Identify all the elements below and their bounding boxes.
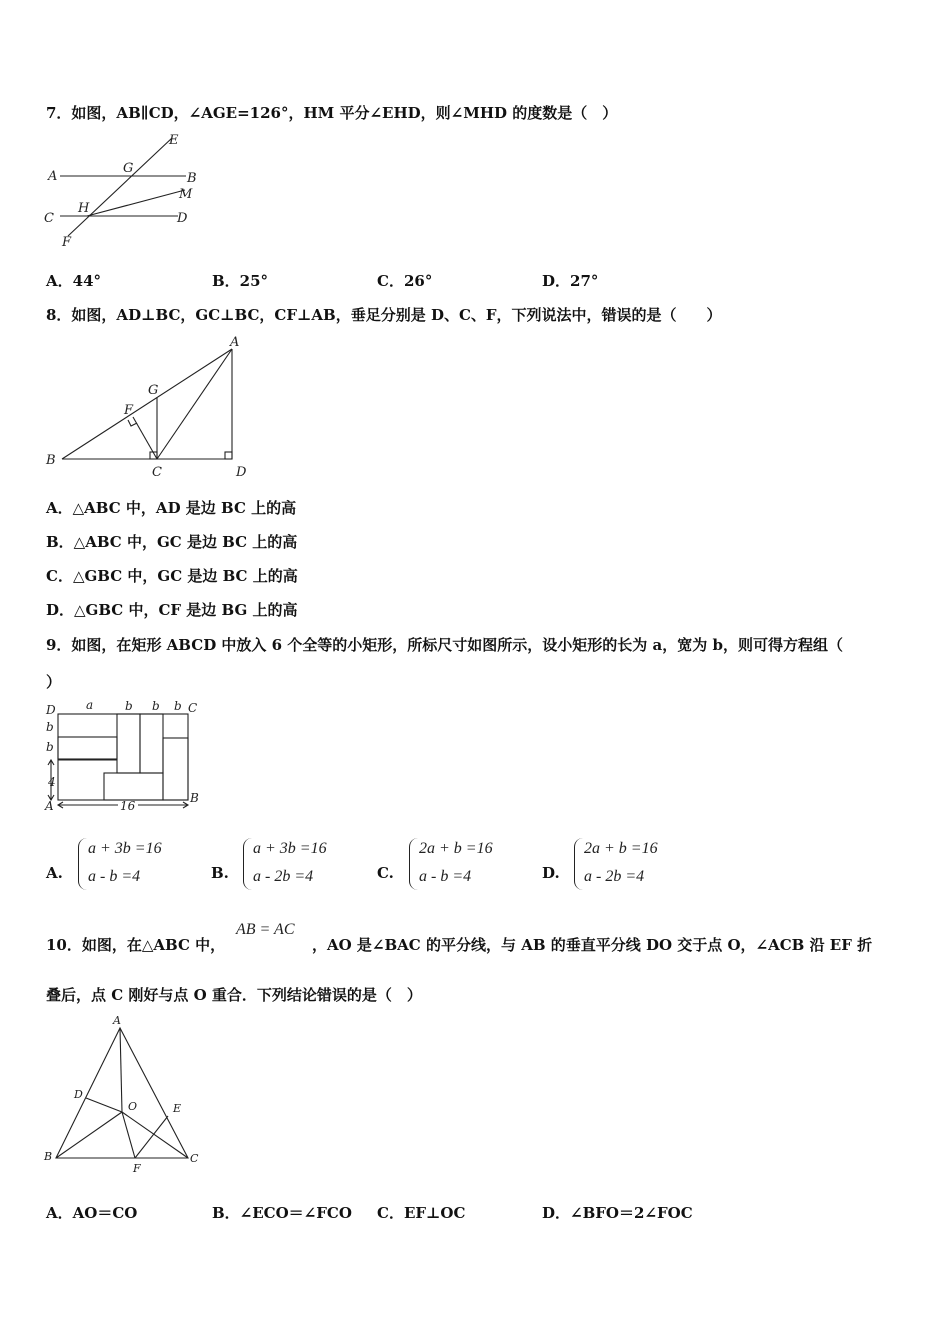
q8-option-a[interactable]: A．△ABC 中，AD 是边 BC 上的高: [46, 499, 297, 517]
line-hm: [87, 190, 185, 216]
q7-figure: [40, 128, 210, 250]
q9-option-c-eq2: a - b =4: [419, 868, 472, 885]
q10-stem-line2: 叠后，点 C 刚好与点 O 重合．下列结论错误的是（ ）: [46, 986, 422, 1004]
q8-option-b[interactable]: B．△ABC 中，GC 是边 BC 上的高: [46, 533, 298, 551]
q8-option-c[interactable]: C．△GBC 中，GC 是边 BC 上的高: [46, 567, 298, 585]
q10-label-a: A: [113, 1014, 121, 1027]
q10-option-b[interactable]: B．∠ECO＝∠FCO: [212, 1204, 352, 1222]
q7-option-c[interactable]: C．26°: [377, 272, 433, 290]
q7-label-c: C: [44, 211, 54, 226]
q9-option-d[interactable]: [542, 838, 692, 894]
q8-label-b: B: [46, 453, 56, 468]
q7-label-h: H: [78, 201, 90, 216]
q10-label-f: F: [133, 1162, 141, 1175]
segment-ef: [135, 1116, 168, 1158]
q8-label-c: C: [152, 465, 162, 480]
q9-option-c[interactable]: [377, 838, 527, 894]
q9-dim-4: 4: [48, 775, 56, 789]
q7-label-m: M: [179, 187, 193, 202]
q10-option-c[interactable]: C．EF⊥OC: [377, 1204, 466, 1222]
q9-dim-16: 16: [120, 799, 136, 813]
q8-label-g: G: [148, 383, 159, 398]
q10-option-a[interactable]: A．AO＝CO: [46, 1204, 138, 1222]
q9-option-b[interactable]: [211, 838, 361, 894]
q9-dim-b1: b: [125, 699, 133, 713]
q9-label-a: A: [45, 799, 54, 813]
q9-dim-b2: b: [152, 699, 160, 713]
q9-label-b: B: [190, 791, 199, 805]
segment-do: [86, 1098, 122, 1112]
small-rect-4: [163, 738, 188, 800]
q7-label-e: E: [169, 133, 179, 148]
q9-dim-a: a: [86, 698, 94, 712]
q9-dim-b3: b: [174, 699, 182, 713]
segment-fo: [122, 1112, 135, 1158]
q9-label-c: C: [188, 701, 198, 715]
q9-option-b-label: B.: [211, 864, 229, 882]
segment-ac: [157, 349, 232, 459]
q9-stem: 9．如图，在矩形 ABCD 中放入 6 个全等的小矩形，所标尺寸如图所示，设小矩形的长为 a，宽为 b，则可得方程组（: [46, 636, 843, 654]
q9-option-a-brace: [78, 838, 87, 890]
q9-option-a-label: A.: [46, 864, 63, 882]
small-rect-3: [140, 714, 163, 773]
q9-option-a-eq2: a - b =4: [88, 868, 141, 885]
line-ef: [68, 138, 172, 236]
q9-option-a[interactable]: [46, 838, 196, 894]
small-rect-1: [58, 737, 117, 759]
q10-stem-part1: 10．如图，在△ABC 中，: [46, 936, 226, 954]
segment-bo: [56, 1112, 122, 1158]
q8-stem: 8．如图，AD⊥BC，GC⊥BC，CF⊥AB，垂足分别是 D、C、F，下列说法中，错误的是（ ）: [46, 306, 722, 324]
q9-option-a-eq1: a + 3b =16: [88, 840, 162, 857]
q9-option-b-brace: [243, 838, 252, 890]
q10-option-d[interactable]: D．∠BFO＝2∠FOC: [542, 1204, 693, 1222]
right-angle-d: [225, 452, 232, 459]
small-rect-5: [104, 773, 163, 800]
q9-option-d-eq1: 2a + b =16: [584, 840, 658, 857]
q9-figure: [42, 696, 210, 816]
q10-label-c: C: [190, 1152, 199, 1165]
segment-oc: [122, 1112, 188, 1158]
q7-label-b: B: [187, 171, 197, 186]
q9-option-b-eq2: a - 2b =4: [253, 868, 314, 885]
q8-option-d[interactable]: D．△GBC 中，CF 是边 BG 上的高: [46, 601, 298, 619]
q10-label-e: E: [173, 1102, 182, 1115]
q7-label-a: A: [48, 169, 58, 184]
segment-ao: [120, 1028, 122, 1112]
q9-option-d-brace: [574, 838, 583, 890]
q10-label-b: B: [44, 1150, 53, 1163]
q7-option-a[interactable]: A．44°: [46, 272, 102, 290]
q9-option-c-label: C.: [377, 864, 394, 882]
rectangle-abcd: [58, 714, 188, 800]
q7-option-b[interactable]: B．25°: [212, 272, 269, 290]
q8-label-a: A: [230, 335, 240, 350]
q10-label-o: O: [128, 1100, 138, 1113]
q9-label-d: D: [46, 703, 56, 717]
q10-stem-part2: ，AO 是∠BAC 的平分线，与 AB 的垂直平分线 DO 交于点 O，∠ACB 沿 EF 折: [312, 936, 873, 954]
small-rect-2: [117, 714, 140, 773]
q10-formula: AB = AC: [236, 921, 295, 938]
q9-dim-b-left1: b: [46, 720, 54, 734]
q7-label-d: D: [177, 211, 188, 226]
q9-stem-cont: ）: [46, 673, 62, 691]
q9-option-d-label: D.: [542, 864, 560, 882]
q9-dim-b-left2: b: [46, 740, 54, 754]
q9-option-d-eq2: a - 2b =4: [584, 868, 645, 885]
q8-figure: [40, 332, 255, 482]
q8-label-d: D: [236, 465, 247, 480]
q7-option-d[interactable]: D．27°: [542, 272, 599, 290]
q7-label-g: G: [123, 161, 134, 176]
q9-option-c-eq1: 2a + b =16: [419, 840, 493, 857]
q10-label-d: D: [74, 1088, 83, 1101]
q9-option-b-eq1: a + 3b =16: [253, 840, 327, 857]
q9-option-c-brace: [409, 838, 418, 890]
q7-label-f: F: [62, 235, 72, 250]
q10-figure: [40, 1010, 210, 1182]
q7-stem: 7．如图，AB∥CD，∠AGE=126°，HM 平分∠EHD，则∠MHD 的度数是（ ）: [46, 104, 618, 122]
q8-label-f: F: [124, 403, 134, 418]
